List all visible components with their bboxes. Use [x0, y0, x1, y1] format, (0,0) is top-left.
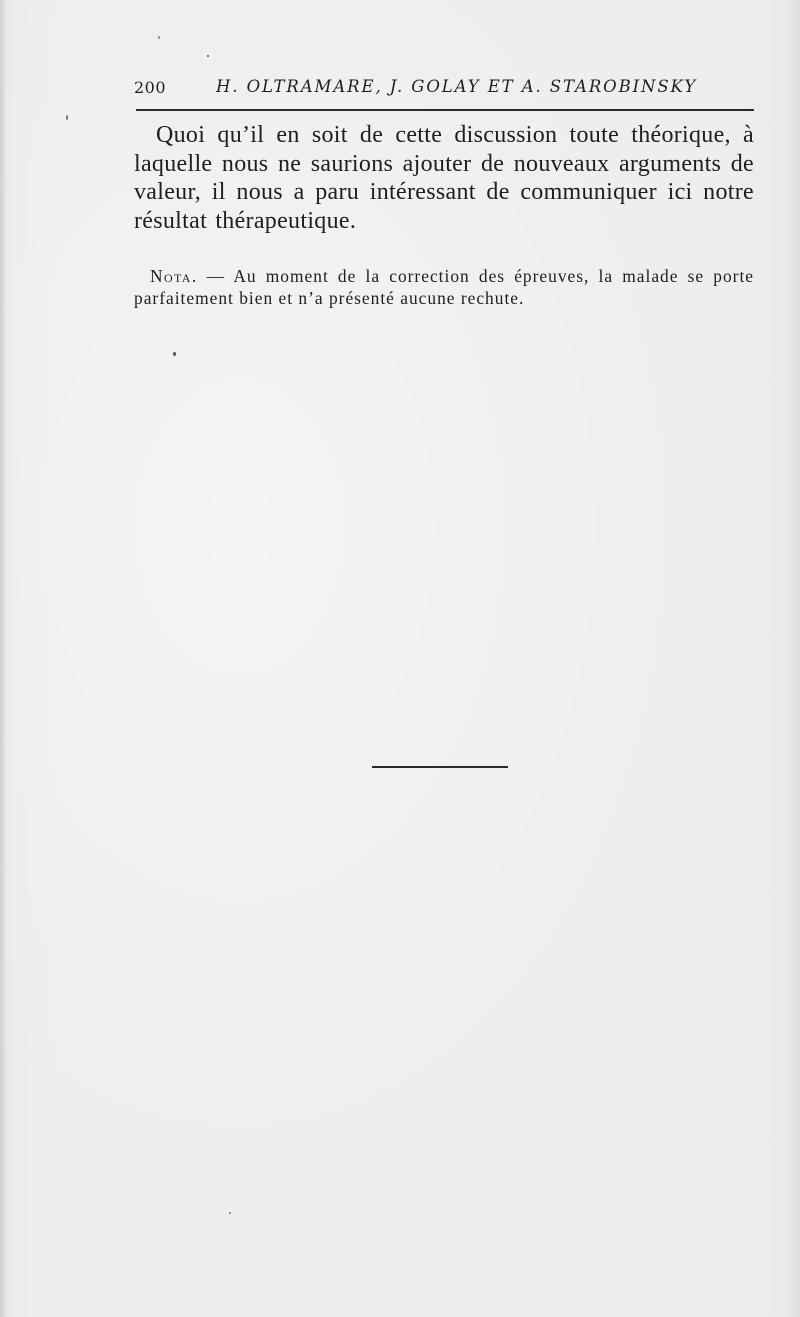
- end-rule: [372, 766, 508, 768]
- header-rule: [136, 109, 754, 111]
- scan-speck: [207, 55, 209, 57]
- running-title: H. OLTRAMARE, J. GOLAY ET A. STAROBINSKY: [216, 77, 698, 96]
- nota-text: — Au moment de la correction des épreuves, la malade se porte parfaitement bien et n’a présenté aucune rechute.: [134, 266, 754, 308]
- page-edge-shadow: [0, 0, 6, 1317]
- body-paragraph: Quoi qu’il en soit de cette discussion toute théorique, à laquelle nous ne saurions ajouter de nouveaux arguments de valeur, il nous a paru intéressant de communiquer ici notre résultat thérapeutique.: [134, 122, 754, 234]
- scan-speck: [173, 352, 176, 356]
- running-header: [134, 74, 754, 104]
- nota-label: Nota.: [150, 266, 198, 286]
- scan-speck: [158, 36, 160, 39]
- footnote-nota: [134, 265, 754, 309]
- scan-speck: [229, 1212, 231, 1214]
- page-number: 200: [134, 78, 167, 97]
- scan-speck: [66, 115, 68, 120]
